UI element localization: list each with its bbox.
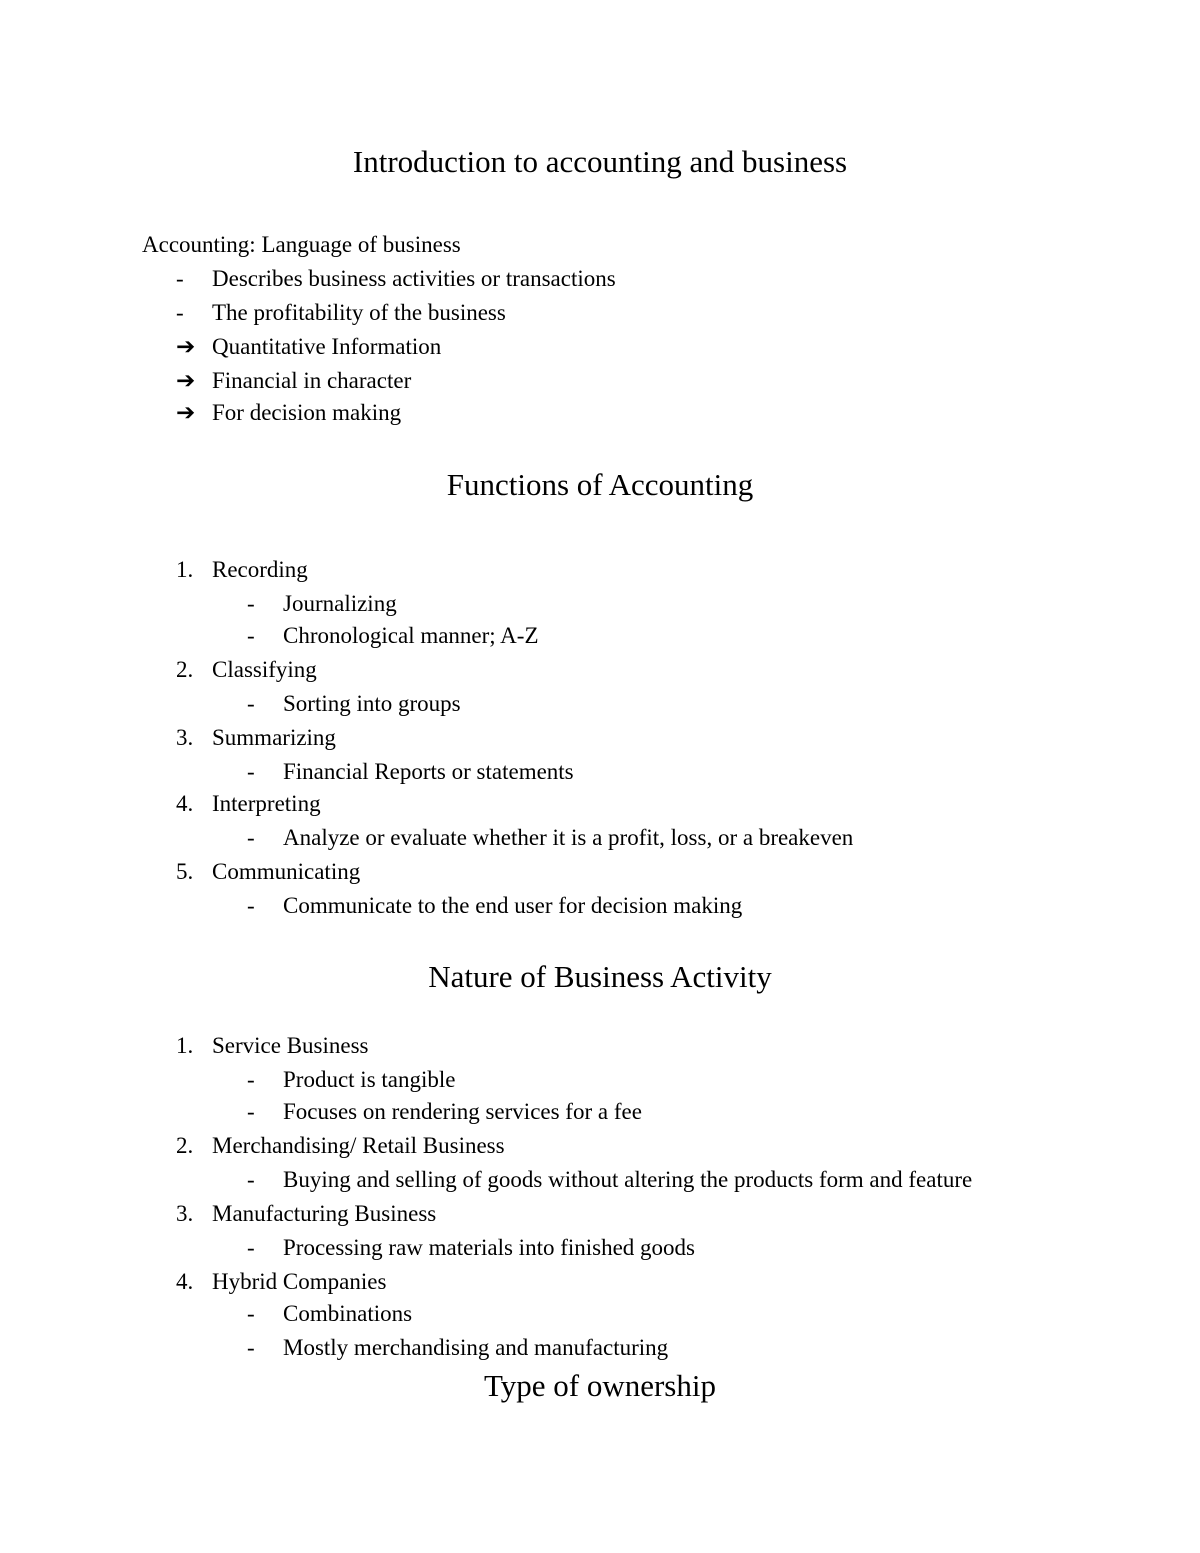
function-item: Recording (212, 557, 308, 582)
nature-item: Service Business (212, 1033, 369, 1058)
function-subitem: Sorting into groups (283, 691, 461, 716)
function-item: Summarizing (212, 725, 336, 750)
nature-subitem: Combinations (283, 1301, 413, 1326)
list-number: 1. (176, 557, 194, 582)
arrow-bullet-icon: ➔ (176, 400, 196, 425)
nature-subitem: Mostly merchandising and manufacturing (283, 1335, 669, 1360)
nature-subitem: Processing raw materials into finished goods (283, 1235, 696, 1260)
dash-bullet: - (247, 1301, 255, 1326)
intro-item: Quantitative Information (212, 334, 442, 359)
dash-bullet: - (247, 691, 255, 716)
dash-bullet: - (247, 591, 255, 616)
dash-bullet: - (247, 1235, 255, 1260)
list-number: 3. (176, 725, 194, 750)
dash-bullet: - (247, 1167, 255, 1192)
section-heading-functions: Functions of Accounting (446, 467, 754, 502)
list-number: 2. (176, 657, 194, 682)
intro-item: Describes business activities or transactions (212, 266, 616, 291)
dash-bullet: - (247, 759, 255, 784)
function-subitem: Financial Reports or statements (283, 759, 574, 784)
dash-bullet: - (176, 266, 184, 291)
function-item: Classifying (212, 657, 317, 682)
arrow-bullet-icon: ➔ (176, 334, 196, 359)
dash-bullet: - (247, 1067, 255, 1092)
nature-subitem: Product is tangible (283, 1067, 456, 1092)
nature-item: Merchandising/ Retail Business (212, 1133, 505, 1158)
intro-item: For decision making (212, 400, 402, 425)
intro-label: Accounting: Language of business (142, 232, 461, 257)
dash-bullet: - (247, 623, 255, 648)
list-number: 4. (176, 791, 194, 816)
dash-bullet: - (176, 300, 184, 325)
dash-bullet: - (247, 893, 255, 918)
function-item: Interpreting (212, 791, 321, 816)
nature-subitem: Buying and selling of goods without altering the products form and feature (283, 1167, 973, 1192)
list-number: 3. (176, 1201, 194, 1226)
section-heading-ownership: Type of ownership (483, 1368, 716, 1403)
dash-bullet: - (247, 1099, 255, 1124)
arrow-bullet-icon: ➔ (176, 368, 196, 393)
nature-subitem: Focuses on rendering services for a fee (283, 1099, 642, 1124)
list-number: 5. (176, 859, 194, 884)
dash-bullet: - (247, 825, 255, 850)
section-heading-nature: Nature of Business Activity (428, 959, 772, 994)
function-subitem: Chronological manner; A-Z (283, 623, 539, 648)
list-number: 2. (176, 1133, 194, 1158)
dash-bullet: - (247, 1335, 255, 1360)
intro-item: Financial in character (212, 368, 412, 393)
function-subitem: Communicate to the end user for decision making (283, 893, 743, 918)
function-subitem: Journalizing (283, 591, 397, 616)
list-number: 1. (176, 1033, 194, 1058)
nature-item: Manufacturing Business (212, 1201, 437, 1226)
function-item: Communicating (212, 859, 361, 884)
page-title: Introduction to accounting and business (352, 144, 848, 179)
nature-item: Hybrid Companies (212, 1269, 387, 1294)
list-number: 4. (176, 1269, 194, 1294)
intro-item: The profitability of the business (212, 300, 506, 325)
function-subitem: Analyze or evaluate whether it is a profit, loss, or a breakeven (283, 825, 854, 850)
